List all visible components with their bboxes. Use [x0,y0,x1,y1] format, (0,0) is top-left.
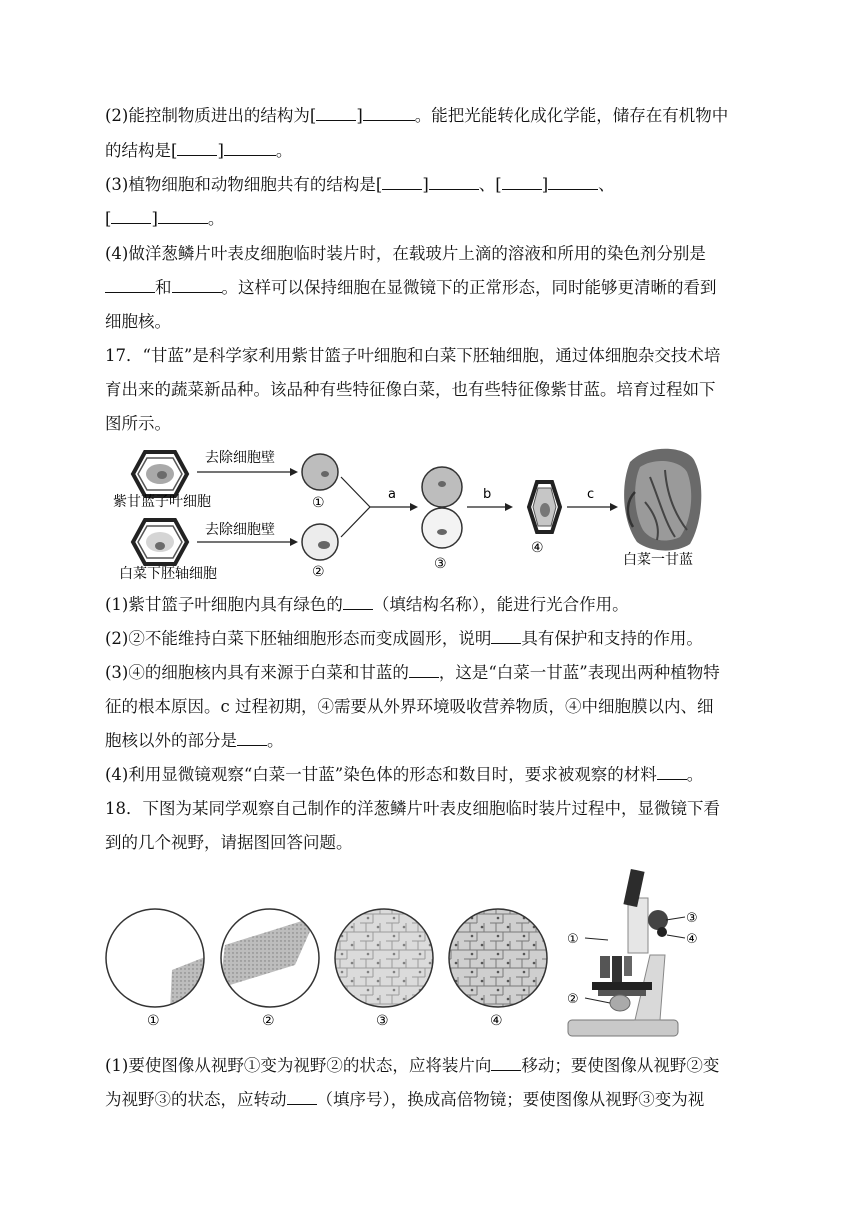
q16-part4-line3: 细胞核。 [105,312,171,331]
view-2 [220,909,319,1007]
answer-blank[interactable] [491,1056,521,1071]
answer-blank[interactable] [237,731,267,746]
answer-blank[interactable] [343,595,373,610]
answer-blank[interactable] [491,629,521,644]
q18-intro-line1: 18．下图为某同学观察自己制作的洋葱鳞片叶表皮细胞临时装片过程中，显微镜下看 [105,799,720,818]
q17-part1: (1)紫甘篮子叶细胞内具有绿色的 （填结构名称），能进行光合作用。 [105,595,629,614]
view-1 [106,909,210,1010]
chinese-cabbage-cell [133,520,187,564]
hybrid-cell-4 [529,482,560,532]
q18-part1-line2: 为视野③的状态，应转动 （填序号），换成高倍物镜；要使图像从视野③变为视 [105,1090,705,1109]
view-4 [445,905,555,1015]
microscope-views-figure [100,860,720,1045]
q16-part3-line1: (3)植物细胞和动物细胞共有的结构是[ ] 、[ ] 、 [105,175,615,194]
q17-part3-line1: (3)④的细胞核内具有来源于白菜和甘蓝的 ，这是“白菜一甘蓝”表现出两种植物特 [105,663,720,682]
q18-intro-line2: 到的几个视野，请据图回答问题。 [105,833,353,852]
answer-blank[interactable] [429,175,479,190]
answer-blank[interactable] [287,1090,317,1105]
q16-part3-line2: [ ] 。 [105,209,225,228]
view-label-4: ④ [490,1013,503,1029]
process-c: c [587,487,595,502]
cabbage-plant-image [624,449,701,551]
answer-blank[interactable] [548,175,598,190]
q18-part1-line1: (1)要使图像从视野①变为视野②的状态，应将装片向 移动；要使图像从视野②变 [105,1056,720,1075]
label-2: ② [312,564,325,580]
q17-part4: (4)利用显微镜观察“白菜一甘蓝”染色体的形态和数目时，要求被观察的材料 。 [105,765,704,784]
q17-intro-line2: 育出来的蔬菜新品种。该品种有些特征像白菜，也有些特征像紫甘蓝。培育过程如下 [105,380,716,399]
protoplast-2 [302,524,338,560]
cell-fusion-diagram [105,442,725,582]
view-label-2: ② [262,1013,275,1029]
view-label-3: ③ [376,1013,389,1029]
scope-label-1: ① [567,932,579,947]
answer-blank[interactable] [158,209,208,224]
q17-intro-line1: 17．“甘蓝”是科学家利用紫甘篮子叶细胞和白菜下胚轴细胞，通过体细胞杂交技术培 [105,346,721,365]
microscope-image [568,869,685,1036]
protoplast-1 [302,454,338,490]
fusing-cell-3 [422,467,462,548]
process-b: b [483,487,492,502]
q16-part4-line2: 和 。这样可以保持细胞在显微镜下的正常形态，同时能够更清晰的看到 [105,278,717,298]
answer-blank[interactable] [105,278,155,293]
view-label-1: ① [147,1013,160,1029]
arrow-label-bottom: 去除细胞壁 [205,522,275,538]
view-3 [330,905,440,1015]
label-1: ① [312,495,325,511]
q16-part4-line1: (4)做洋葱鳞片叶表皮细胞临时装片时，在载玻片上滴的溶液和所用的染色剂分别是 [105,244,706,263]
answer-blank[interactable] [363,106,415,121]
answer-blank[interactable] [224,141,276,156]
label-3: ③ [434,556,447,572]
label-bottom-cell: 白菜下胚轴细胞 [119,566,217,582]
answer-blank[interactable] [657,765,687,780]
answer-blank[interactable] [172,278,222,293]
q17-intro-line3: 图所示。 [105,414,171,433]
q17-part3-line2: 征的根本原因。c 过程初期，④需要从外界环境吸收营养物质，④中细胞膜以内、细 [105,697,714,716]
q16-part2-line2: 的结构是[ ] 。 [105,141,293,160]
scope-label-3: ③ [686,911,698,926]
arrow-label-top: 去除细胞壁 [205,450,275,466]
q16-part2-line1: (2)能控制物质进出的结构为[ ] 。能把光能转化成化学能，储存在有机物中 [105,106,729,125]
scope-label-4: ④ [686,932,698,947]
label-4: ④ [531,540,544,556]
q17-part2: (2)②不能维持白菜下胚轴细胞形态而变成圆形，说明 具有保护和支持的作用。 [105,629,703,648]
q17-part3-line3: 胞核以外的部分是 。 [105,731,284,750]
label-result: 白菜一甘蓝 [623,552,693,568]
label-top-cell: 紫甘蓝子叶细胞 [113,494,211,510]
process-a: a [388,487,396,502]
answer-blank[interactable] [409,663,439,678]
purple-cabbage-cell [133,452,187,496]
scope-label-2: ② [567,992,579,1007]
